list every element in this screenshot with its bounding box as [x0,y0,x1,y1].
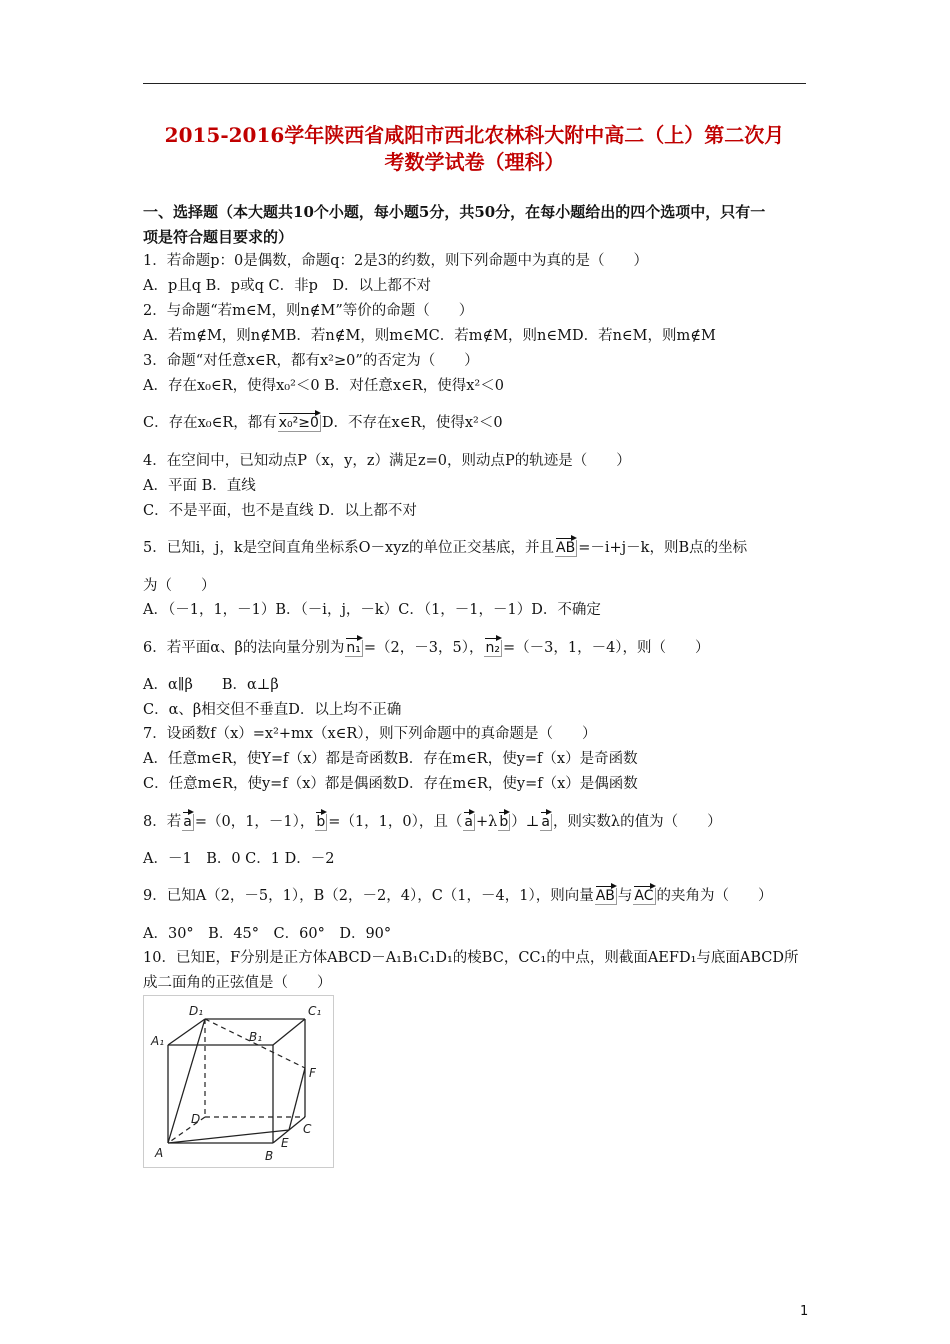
question-6-options-cd: C．α、β相交但不垂直D．以上均不正确 [143,702,402,718]
vector-a-3: a [541,814,550,830]
section-line-1: 一、选择题（本大题共10个小题，每小题5分，共50分，在每小题给出的四个选项中，只有一 [143,203,766,221]
question-3-options-cd [143,413,813,433]
q8-text-5: ）⊥ [511,814,540,830]
question-6 [143,638,813,658]
label-d1: D₁ [189,1004,204,1018]
header-rule [143,83,806,84]
q3c-math: x₀²≥0 [278,415,319,431]
question-4: 4．在空间中，已知动点P（x，y，z）满足z=0，则动点P的轨迹是（ ） [143,453,631,469]
question-4-options-ab: A．平面 B．直线 [143,478,256,494]
question-9 [143,886,813,906]
question-7-options-ab: A．任意m∈R，使Y=f（x）都是奇函数B．存在m∈R，使y=f（x）是奇函数 [143,751,638,767]
question-1: 1．若命题p：0是偶数，命题q：2是3的约数，则下列命题中为真的是（ ） [143,253,648,269]
question-3-options-ab: A．存在x₀∈R，使得x₀²＜0 B．对任意x∈R，使得x²＜0 [143,378,504,394]
q8-text-2: =（0，1，－1）， [194,814,315,830]
label-a1: A₁ [151,1034,165,1048]
label-f: F [309,1066,316,1080]
question-7: 7．设函数f（x）=x²+mx（x∈R），则下列命题中的真命题是（ ） [143,726,597,742]
q5-text: 5．已知i，j，k是空间直角坐标系O－xyz的单位正交基底，并且 [143,540,555,556]
question-3: 3．命题“对任意x∈R，都有x²≥0”的否定为（ ） [143,353,479,369]
vector-b: b [316,814,326,830]
label-b: B [265,1149,274,1163]
vector-ac: AC [634,888,654,904]
q9-text-2: 与 [617,888,633,904]
q9-text: 9．已知A（2，－5，1），B（2，－2，4），C（1，－4，1），则向量 [143,888,594,904]
question-4-options-cd: C．不是平面，也不是直线 D．以上都不对 [143,503,417,519]
section-heading [143,200,813,250]
label-c: C [303,1122,312,1136]
q6-text: 6．若平面α、β的法向量分别为 [143,640,345,656]
question-5-options: A．（－1，1，－1）B．（－i，j，－k）C．（1，－1，－1）D．不确定 [143,602,601,618]
label-b1: B₁ [249,1030,263,1044]
question-5-cont: 为（ ） [143,578,216,594]
q3d-text: D．不存在x∈R，使得x²＜0 [321,415,503,431]
q8-text-3: =（1，1，0），且（ [328,814,463,830]
title-line-1: 2015-2016学年陕西省咸阳市西北农林科大附中高二（上）第二次月 [164,123,785,147]
q9-text-3: 的夹角为（ ） [656,888,773,904]
question-9-options: A．30° B．45° C．60° D．90° [143,926,392,942]
vector-ab-2: AB [595,888,615,904]
label-a: A [155,1146,164,1160]
question-8 [143,812,813,832]
q6-text-2: =（2，－3，5）， [363,640,484,656]
q5-text-2: =－i+j－k，则B点的坐标 [578,540,748,556]
question-2: 2．与命题“若m∈M，则n∉M”等价的命题（ ） [143,303,474,319]
vector-a-2: a [464,814,473,830]
title-line-2: 考数学试卷（理科） [384,150,565,174]
label-c1: C₁ [308,1004,322,1018]
page-title [143,122,806,176]
vector-n2: n₂ [485,640,500,656]
cube-figure [143,995,334,1168]
question-2-options: A．若m∉M，则n∉MB．若n∉M，则m∈MC．若m∉M，则n∈MD．若n∈M，则m∉M [143,328,716,344]
question-10-cont: 成二面角的正弦值是（ ） [143,975,332,991]
page-number: 1 [800,1304,809,1319]
label-e: E [281,1136,289,1150]
question-1-options: A．p且q B．p或q C．非p D．以上都不对 [143,278,431,294]
section-line-2: 项是符合题目要求的） [143,228,294,246]
question-5 [143,538,813,558]
question-8-options: A．－1 B．0 C．1 D．－2 [143,851,335,867]
q8-text-4: +λ [475,814,498,830]
vector-a: a [183,814,192,830]
vector-n1: n₁ [346,640,361,656]
q8-text-6: ，则实数λ的值为（ ） [552,814,722,830]
q8-text: 8．若 [143,814,182,830]
question-7-options-cd: C．任意m∈R，使y=f（x）都是偶函数D．存在m∈R，使y=f（x）是偶函数 [143,776,638,792]
vector-ab: AB [556,540,576,556]
question-10: 10．已知E，F分别是正方体ABCD－A₁B₁C₁D₁的棱BC，CC₁的中点，则截面AEFD₁与底面ABCD所 [143,950,799,966]
question-6-options-ab: A．α∥β B．α⊥β [143,677,279,693]
q6-text-3: =（－3，1，－4），则（ ） [502,640,710,656]
vector-b-2: b [499,814,509,830]
q3c-text: C．存在x₀∈R，都有 [143,415,277,431]
label-d: D [191,1112,201,1126]
